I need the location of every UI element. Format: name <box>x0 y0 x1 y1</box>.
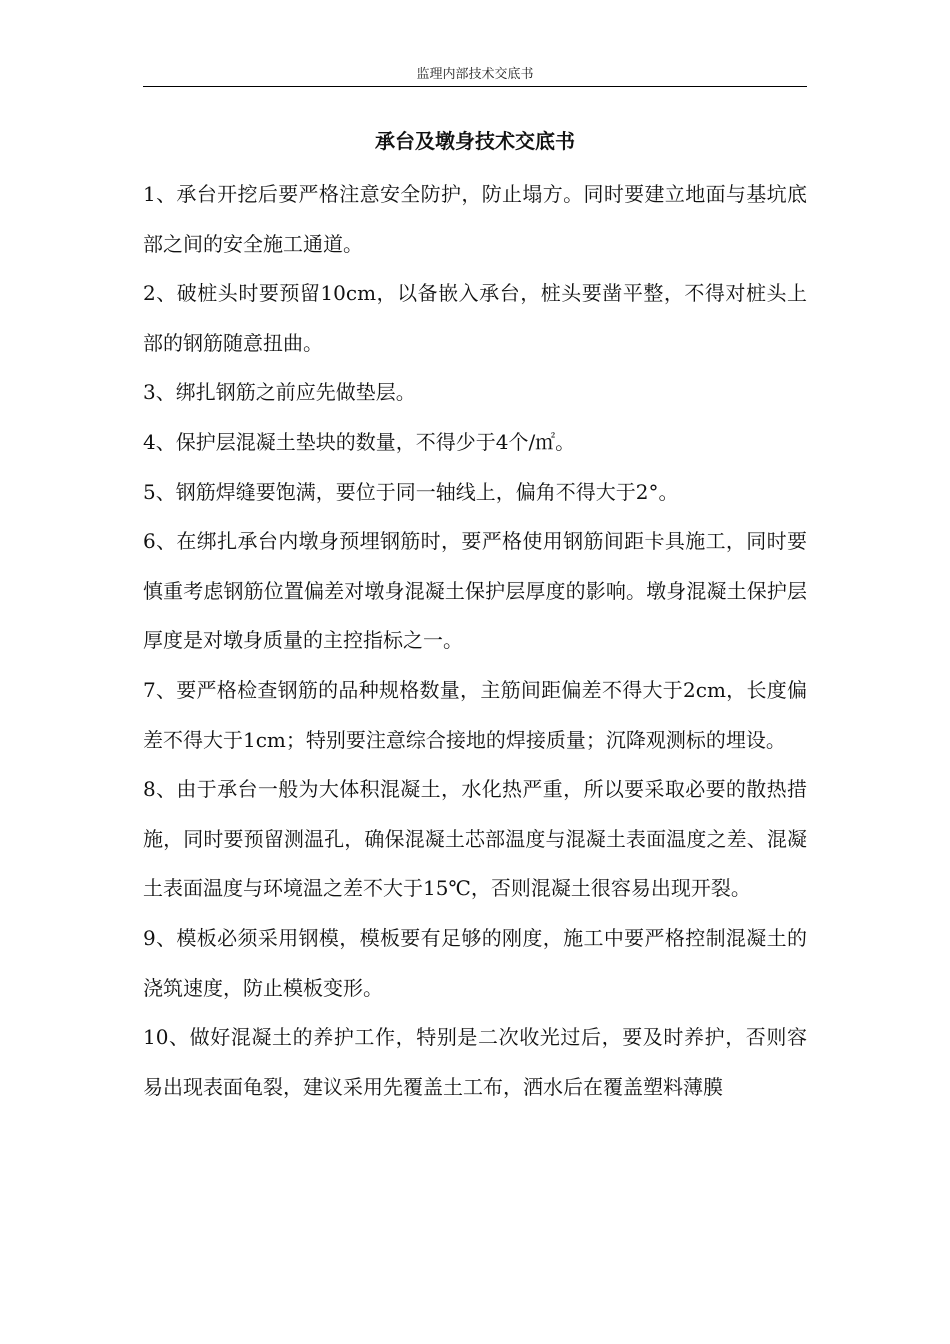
paragraph-8: 8、由于承台一般为大体积混凝土，水化热严重，所以要采取必要的散热措施，同时要预留测温孔，确保混凝土芯部温度与混凝土表面温度之差、混凝土表面温度与环境温之差不大于15℃，否则混凝土很容易出现开裂。 <box>143 777 807 901</box>
paragraph-4: 4、保护层混凝土垫块的数量，不得少于4个/㎡。 <box>143 429 576 454</box>
document-title: 承台及墩身技术交底书 <box>375 129 575 153</box>
paragraph-5: 5、钢筋焊缝要饱满，要位于同一轴线上，偏角不得大于2°。 <box>143 479 679 504</box>
paragraph-7: 7、要严格检查钢筋的品种规格数量，主筋间距偏差不得大于2cm，长度偏差不得大于1cm；特别要注意综合接地的焊接质量；沉降观测标的埋设。 <box>143 677 807 752</box>
paragraph-10: 10、做好混凝土的养护工作，特别是二次收光过后，要及时养护，否则容易出现表面龟裂，建议采用先覆盖土工布，洒水后在覆盖塑料薄膜 <box>143 1025 807 1099</box>
paragraph-9: 9、模板必须采用钢模，模板要有足够的刚度，施工中要严格控制混凝土的浇筑速度，防止模板变形。 <box>143 925 807 1000</box>
paragraph-3: 3、绑扎钢筋之前应先做垫层。 <box>143 380 416 405</box>
header-divider <box>143 86 807 87</box>
paragraph-1: 1、承台开挖后要严格注意安全防护，防止塌方。同时要建立地面与基坑底部之间的安全施工通道。 <box>143 182 807 256</box>
paragraph-6: 6、在绑扎承台内墩身预埋钢筋时，要严格使用钢筋间距卡具施工，同时要慎重考虑钢筋位置偏差对墩身混凝土保护层厚度的影响。墩身混凝土保护层厚度是对墩身质量的主控指标之一。 <box>143 529 807 653</box>
document-body <box>143 170 807 1112</box>
page-header: 监理内部技术交底书 <box>416 67 534 82</box>
paragraph-2: 2、破桩头时要预留10cm，以备嵌入承台，桩头要凿平整，不得对桩头上部的钢筋随意扭曲。 <box>143 281 807 355</box>
